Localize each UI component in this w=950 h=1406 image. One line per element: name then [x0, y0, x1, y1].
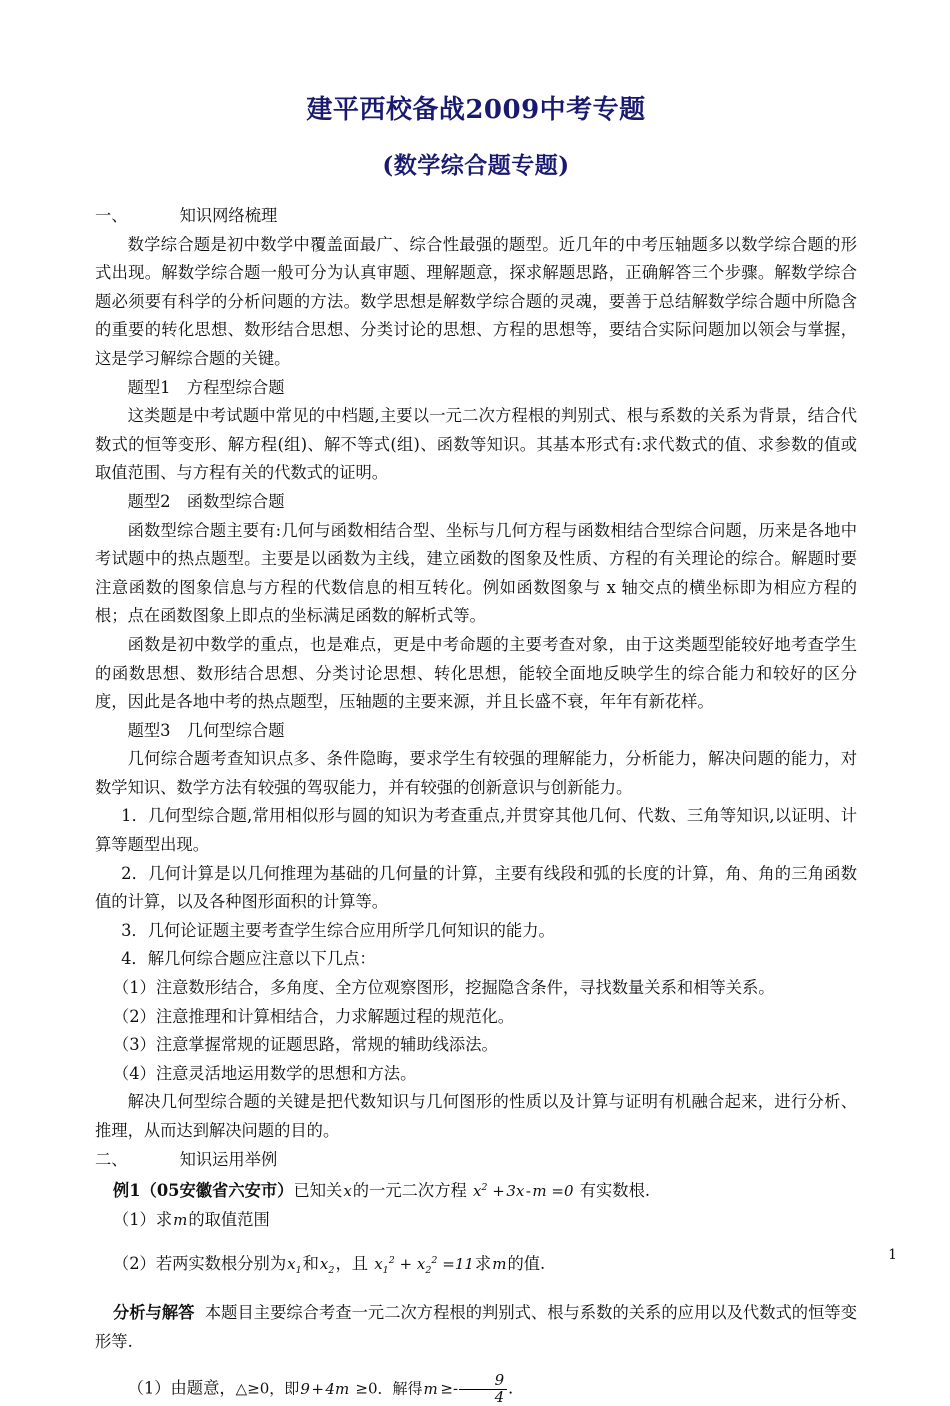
question-2-and: 和	[302, 1254, 319, 1274]
section-one-number: 一、	[95, 206, 128, 225]
example-1-question-2	[95, 1247, 857, 1286]
solution-1-geq: ≥0．解得	[355, 1379, 423, 1398]
analysis-text: 本题目主要综合考查一元二次方程根的判别式、根与系数的关系的应用以及代数式的恒等变形等.	[95, 1302, 857, 1351]
question-2-root-1: $x_1$	[287, 1255, 302, 1277]
paragraph-type-2a: 函数型综合题主要有:几何与函数相结合型、坐标与几何方程与函数相结合型综合问题，历来是各地中考试题中的热点题型。主要是以函数为主线，建立函数的图象及性质、方程的有关理论的综合。解题时要注意函数的图象信息与方程的代数信息的相互转化。例如函数图象与 x 轴交点的横坐标即为相应方程的根；点在函数图象上即点的坐标满足函数的解析式等。	[95, 520, 857, 626]
triangle-delta-icon: △	[235, 1379, 248, 1398]
subheading-type-3: 题型3 几何型综合题	[127, 720, 285, 740]
solution-1-prefix: （1）由题意，	[127, 1378, 236, 1398]
section-heading-one	[95, 202, 857, 231]
section-one-label: 知识网络梳理	[179, 206, 278, 225]
sublist-item-geo-4: （4）注意灵活地运用数学的思想和方法。	[112, 1063, 417, 1083]
question-2-comma: ，且	[335, 1254, 369, 1274]
analysis-label: 分析与解答	[112, 1302, 195, 1322]
example-1-analysis	[95, 1299, 857, 1356]
question-1-suffix: 的取值范围	[188, 1209, 270, 1229]
sublist-item-geo-2: （2）注意推理和计算相结合，力求解题过程的规范化。	[112, 1006, 515, 1026]
example-1-variable-x: x	[343, 1182, 352, 1201]
question-1-prefix: （1）求	[112, 1209, 173, 1229]
page-number: 1	[888, 1247, 897, 1263]
list-item-geo-2: 2．几何计算是以几何推理为基础的几何量的计算，主要有线段和弧的长度的计算，角、角的三角函数值的计算，以及各种图形面积的计算等。	[95, 863, 857, 912]
sublist-item-geo-3: （3）注意掌握常规的证题思路，常规的辅助线添法。	[112, 1035, 498, 1055]
paragraph-type-1: 这类题是中考试题中常见的中档题,主要以一元二次方程根的判别式、根与系数的关系为背景，结合代数式的恒等变形、解方程(组)、解不等式(组)、函数等知识。其基本形式有:求代数式的值、求参数的值或取值范围、与方程有关的代数式的证明。	[95, 406, 857, 483]
list-item-geo-1: 1．几何型综合题,常用相似形与圆的知识为考查重点,并贯穿其他几何、代数、三角等知识,以证明、计算等题型出现。	[95, 806, 857, 855]
example-1-stem-before: 已知关	[293, 1181, 343, 1201]
example-1-label: 例1（05安徽省六安市）	[112, 1181, 294, 1201]
example-1-stem	[95, 1174, 857, 1206]
vertical-spacer-2	[95, 1286, 857, 1299]
sublist-item-geo-1: （1）注意数形结合，多角度、全方位观察图形，挖掘隐含条件，寻找数量关系和相等关系。	[112, 978, 775, 998]
question-1-variable-m: m	[173, 1210, 188, 1229]
fraction-denominator: 4	[494, 1387, 505, 1406]
solution-1-end: ．	[508, 1378, 525, 1398]
example-1-stem-after: 有实数根.	[579, 1181, 651, 1201]
solution-1-relation: ≥-	[440, 1379, 459, 1398]
example-1-stem-mid: 的一元二次方程	[352, 1181, 467, 1201]
section-two-label: 知识运用举例	[179, 1149, 278, 1169]
solution-1-variable-m: m	[423, 1379, 438, 1398]
document-title-sub: (数学综合题专题)	[382, 152, 570, 179]
section-heading-two	[95, 1146, 857, 1175]
document-title-main: 建平西校备战2009中考专题	[306, 95, 646, 125]
paragraph-geo-conclusion: 解决几何型综合题的关键是把代数知识与几何图形的性质以及计算与证明有机融合起来，进行分析、推理，从而达到解决问题的目的。	[95, 1092, 857, 1140]
subheading-type-1: 题型1 方程型综合题	[127, 377, 285, 397]
question-2-prefix: （2）若两实数根分别为	[112, 1254, 287, 1274]
fraction-numerator: 9	[459, 1373, 507, 1390]
question-2-mid: 求	[474, 1254, 492, 1274]
question-2-root-2: $x_2$	[319, 1255, 335, 1277]
solution-1-geq-zero: ≥0，即	[247, 1379, 300, 1398]
fraction-nine-fourths	[459, 1373, 507, 1406]
solution-1-expression: 9 + 4m	[300, 1379, 350, 1398]
document-body	[95, 88, 857, 1406]
paragraph-overview: 数学综合题是初中数学中覆盖面最广、综合性最强的题型。近几年的中考压轴题多以数学综合题的形式出现。解数学综合题一般可分为认真审题、理解题意，探求解题思路，正确解答三个步骤。解数学综合题必须要有科学的分析问题的方法。数学思想是解数学综合题的灵魂，要善于总结解数学综合题中所隐含的重要的转化思想、数形结合思想、分类讨论的思想、方程的思想等，要结合实际问题加以领会与掌握，这是学习解综合题的关键。	[95, 234, 857, 368]
question-2-suffix: 的值.	[507, 1254, 546, 1274]
example-1-equation: $x^2$ + 3x - m =0	[472, 1182, 574, 1201]
question-2-expression: $x_1^2 + x_2^2 =11$	[374, 1255, 474, 1277]
list-item-geo-3: 3．几何论证题主要考查学生综合应用所学几何知识的能力。	[121, 920, 555, 940]
list-item-geo-4: 4．解几何综合题应注意以下几点：	[121, 949, 376, 969]
subheading-type-2: 题型2 函数型综合题	[127, 491, 285, 511]
section-two-number: 二、	[95, 1149, 128, 1169]
vertical-spacer-3	[95, 1356, 857, 1373]
paragraph-type-3: 几何综合题考查知识点多、条件隐晦，要求学生有较强的理解能力，分析能力，解决问题的能力，对数学知识、数学方法有较强的驾驭能力，并有较强的创新意识与创新能力。	[95, 749, 857, 797]
vertical-spacer-1	[95, 1234, 857, 1247]
question-2-variable-m: m	[492, 1255, 507, 1274]
paragraph-type-2b: 函数是初中数学的重点，也是难点，更是中考命题的主要考查对象，由于这类题型能较好地考查学生的函数思想、数形结合思想、分类讨论思想、转化思想，能较全面地反映学生的综合能力和较好的区分度，因此是各地中考的热点题型，压轴题的主要来源，并且长盛不衰，年年有新花样。	[95, 634, 857, 712]
example-1-solution-1	[95, 1373, 857, 1406]
example-1-question-1	[95, 1206, 857, 1235]
